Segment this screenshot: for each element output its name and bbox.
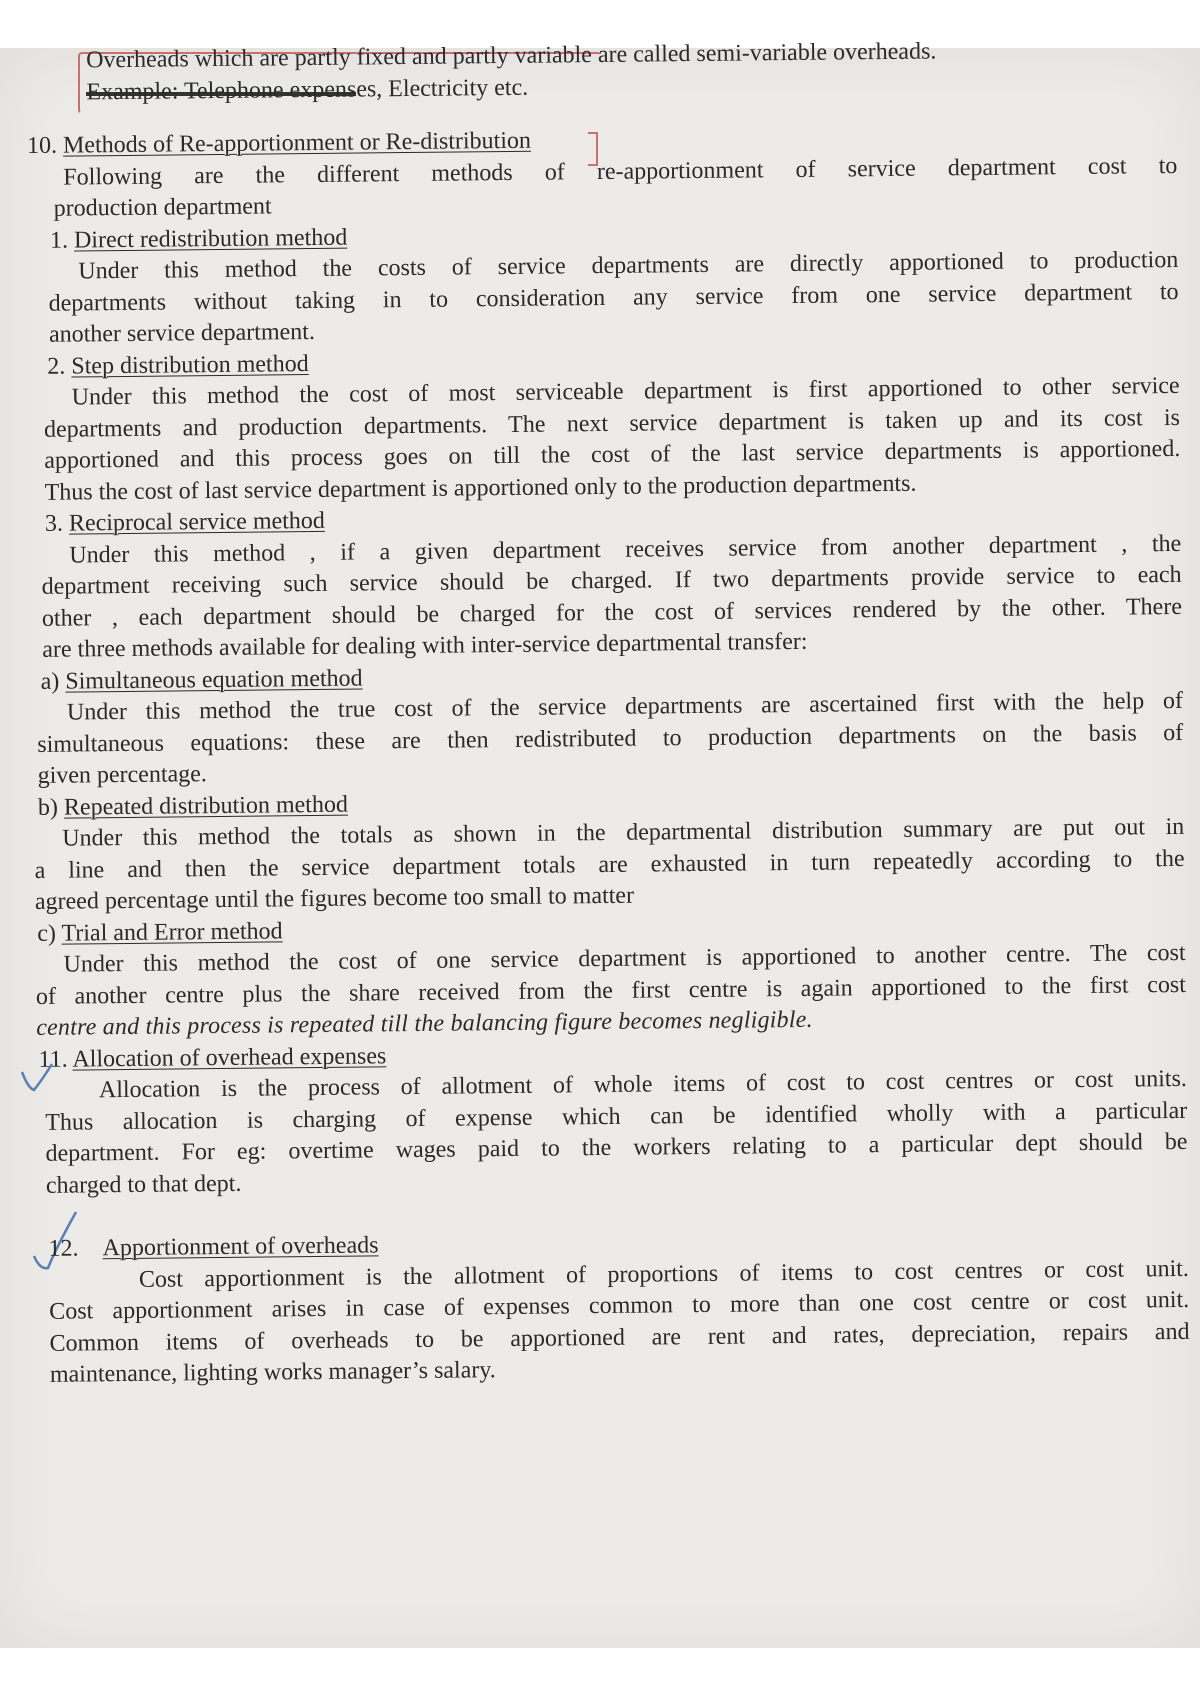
section-12-line: maintenance, lighting works manager’s salary. [49,1357,496,1388]
method-2-line: Under this method the cost of most serviceable department is first apportioned to other service [71,372,1180,411]
method-3-line: other , each department should be charged for the cost of services rendered by the other. There [41,593,1183,632]
method-1-number: 1. [49,227,69,254]
method-2-line: Thus the cost of last service department is apportioned only to the production departments. [44,470,917,506]
sub-method-c-title: Trial and Error method [61,917,283,947]
section-11-line: department. For eg: overtime wages paid to the workers relating to a particular dept should be [45,1128,1188,1167]
sub-method-c-number: c) [37,920,57,947]
sub-method-a-number: a) [40,668,60,695]
method-2-line: departments and production departments. The next service department is taken up and its cost is [43,404,1181,443]
sub-method-b-title: Repeated distribution method [63,791,349,821]
section-10-intro-line2: production department [53,193,272,222]
semi-variable-definition: Overheads which are partly fixed and partly variable are called semi-variable overheads. [85,38,937,74]
sub-method-c-line: of another centre plus the share received from the first centre is again apportioned to the first cost [35,971,1187,1010]
sub-method-b-line: agreed percentage until the figures become too small to matter [34,882,635,915]
scanned-page [0,38,1200,1648]
method-2-line: apportioned and this process goes on till the cost of the last service departments is apportioned. [44,435,1181,474]
method-1-title: Direct redistribution method [73,224,348,254]
method-3-line: Under this method , if a given department receives service from another department , the [69,530,1182,569]
section-11-line: charged to that dept. [45,1170,242,1199]
method-1-line: another service department. [48,318,316,348]
sub-method-a-title: Simultaneous equation method [65,665,363,695]
section-12-number: 12. [48,1235,79,1262]
section-10-intro-line1: Following are the different methods of re-apportionment of service department cost to [63,152,1178,191]
method-3-title: Reciprocal service method [68,507,325,537]
section-11-line: Thus allocation is charging of expense which can be identified wholly with a particular [45,1097,1188,1136]
section-10-number: 10. [26,132,58,159]
sub-method-a-line: Under this method the true cost of the service departments are ascertained first with the help of [66,687,1184,726]
sub-method-a-line: simultaneous equations: these are then redistributed to production departments on the basis of [37,719,1184,758]
method-3-number: 3. [44,510,64,537]
method-3-line: department receiving such service should be charged. If two departments provide service to each [41,561,1182,600]
section-11-title: Allocation of overhead expenses [72,1042,387,1073]
sub-method-c-line: Under this method the cost of one service department is apportioned to another centre. The cost [63,939,1186,978]
section-12-line: Cost apportionment arises in case of expenses common to more than one cost centre or cost unit. [49,1286,1190,1325]
document-body [26,36,1190,1391]
section-10-title: Methods of Re-apportionment or Re-distribution [62,127,532,159]
method-3-line: are three methods available for dealing with inter-service departmental transfer: [42,628,808,663]
section-12-line: Common items of overheads to be apportioned are rent and rates, depreciation, repairs and [49,1318,1190,1357]
method-1-line: Under this method the costs of service departments are directly apportioned to production [78,246,1179,285]
sub-method-a-line: given percentage. [37,761,208,789]
section-11-number: 11. [38,1046,68,1073]
section-11-line: Allocation is the process of allotment of whole items of cost to cost centres or cost units. [98,1065,1187,1104]
sub-method-b-line: a line and then the service department totals are exhausted in turn repeatedly according to the [34,845,1185,884]
sub-method-c-line: centre and this process is repeated till the balancing figure becomes negligible. [36,1006,813,1041]
sub-method-b-line: Under this method the totals as shown in the departmental distribution summary are put out in [62,813,1185,852]
method-2-number: 2. [47,353,66,380]
method-1-line: departments without taking in to consideration any service from one service department to [48,278,1179,317]
sub-method-b-number: b) [37,794,59,821]
section-12-title: Apportionment of overheads [102,1232,379,1262]
method-2-title: Step distribution method [71,350,309,380]
semi-variable-example: Example: Telephone expenses, Electricity etc. [86,74,529,105]
section-12-line: Cost apportionment is the allotment of proportions of items to cost centres or cost unit. [138,1255,1189,1293]
